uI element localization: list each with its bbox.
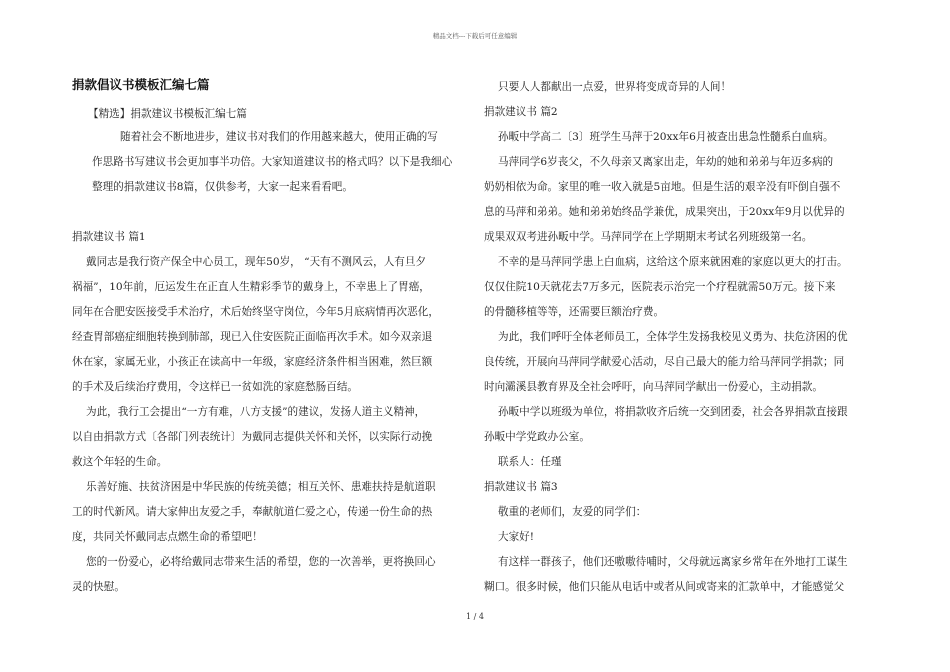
paragraph-line: 的手术及后续治疗费用，令这样已一贫如洗的家庭愁肠百结。 <box>72 381 359 393</box>
paragraph-line: 有这样一群孩子，他们还嗷嗷待哺时，父母就远离家乡常年在外地打工谋生 <box>498 556 848 568</box>
paragraph-line: 祸福”，10年前，厄运发生在正直人生精彩季节的戴身上，不幸患上了胃癌， <box>72 281 430 293</box>
paragraph-line: 敬重的老师们，友爱的同学们： <box>498 506 647 518</box>
paragraph-line: 捐款建议书 篇1 <box>72 231 146 243</box>
paragraph-line: 孙畈中学以班级为单位，将捐款收齐后统一交到团委，社会各界捐款直接跟 <box>498 406 848 418</box>
paragraph-line: 捐款建议书 篇2 <box>484 106 558 118</box>
page-header: 精品文档---下载后可任意编辑 <box>432 32 518 40</box>
paragraph-line: 的骨髓移植等等，还需要巨额治疗费。 <box>484 306 665 318</box>
paragraph-line: 戴同志是我行资产保全中心员工，现年50岁， “天有不测风云，人有旦夕 <box>86 256 427 268</box>
paragraph-line: 以自由捐款方式〔各部门列表统计〕为戴同志提供关怀和关怀，以实际行动挽 <box>72 431 433 443</box>
paragraph-line: 良传统，开展向马萍同学献爱心活动，尽自己最大的能力给马萍同学捐款；同 <box>484 356 845 368</box>
paragraph-line: 只要人人都献出一点爱，世界将变成奇异的人间！ <box>498 81 732 93</box>
paragraph-line: 为此，我行工会提出“一方有难，八方支援”的建议，发扬人道主义精神， <box>86 406 426 418</box>
paragraph-line: 息的马萍和弟弟。她和弟弟始终品学兼优，成果突出，于20xx年9月以优异的 <box>484 206 845 218</box>
paragraph-line: 捐款建议书 篇3 <box>484 481 558 493</box>
paragraph-line: 仅仅住院10天就花去7万多元，医院表示治完一个疗程就需50万元。接下来 <box>484 281 836 293</box>
paragraph-line: 马萍同学6岁丧父，不久母亲又离家出走，年幼的她和弟弟与年迈多病的 <box>498 156 834 168</box>
paragraph-line: 【精选】捐款建议书模板汇编七篇 <box>88 108 247 120</box>
paragraph-line: 工的时代新风。请大家伸出友爱之手，奉献航道仁爱之心，传递一份生命的热 <box>72 506 433 518</box>
paragraph-line: 作思路书写建议书会更加事半功倍。大家知道建议书的格式吗？以下是我细心 <box>92 156 453 168</box>
paragraph-line: 糊口。很多时候，他们只能从电话中或者从间或寄来的汇款单中，才能感觉父 <box>484 581 845 593</box>
paragraph-line: 乐善好施、扶贫济困是中华民族的传统美德；相互关怀、患难扶持是航道职 <box>86 481 436 493</box>
paragraph-line: 孙畈中学党政办公室。 <box>484 431 590 443</box>
paragraph-line: 大家好! <box>498 531 535 543</box>
paragraph-line: 奶奶相依为命。家里的唯一收入就是5亩地。但是生活的艰辛没有吓倒自强不 <box>484 181 841 193</box>
paragraph-line: 整理的捐款建议书8篇，仅供参考，大家一起来看看吧。 <box>92 181 353 193</box>
paragraph-line: 孙畈中学高二〔3〕班学生马萍于20xx年6月被查出患急性髓系白血病。 <box>498 131 834 143</box>
paragraph-line: 救这个年轻的生命。 <box>72 456 168 468</box>
paragraph-line: 成果双双考进孙畈中学。马萍同学在上学期期末考试名列班级第一名。 <box>484 231 813 243</box>
page-number: 1 / 4 <box>466 612 484 621</box>
document-title: 捐款倡议书模板汇编七篇 <box>72 77 210 92</box>
paragraph-line: 时向灞溪县教育界及全社会呼吁，向马萍同学献出一份爱心，主动捐款。 <box>484 381 823 393</box>
paragraph-line: 为此，我们呼吁全体老师员工，全体学生发扬我校见义勇为、扶危济困的优 <box>498 331 848 343</box>
paragraph-line: 灵的快慰。 <box>72 581 125 593</box>
paragraph-line: 不幸的是马萍同学患上白血病，这给这个原来就困难的家庭以更大的打击。 <box>498 256 848 268</box>
paragraph-line: 同年在合肥安医接受手术治疗，术后始终坚守岗位，今年5月底病情再次恶化， <box>72 306 439 318</box>
paragraph-line: 联系人：任瑾 <box>498 456 562 468</box>
paragraph-line: 经查胃部癌症细胞转换到肺部，现已入住安医院正面临再次手术。如今双亲退 <box>72 331 433 343</box>
paragraph-line: 您的一份爱心，必将给戴同志带来生活的希望，您的一次善举，更将换回心 <box>86 556 436 568</box>
paragraph-line: 休在家，家属无业，小孩正在读高中一年级，家庭经济条件相当困难，然巨额 <box>72 356 433 368</box>
paragraph-line: 随着社会不断地进步，建议书对我们的作用越来越大，使用正确的写 <box>120 131 438 143</box>
paragraph-line: 度，共同关怀戴同志点燃生命的希望吧！ <box>72 531 263 543</box>
